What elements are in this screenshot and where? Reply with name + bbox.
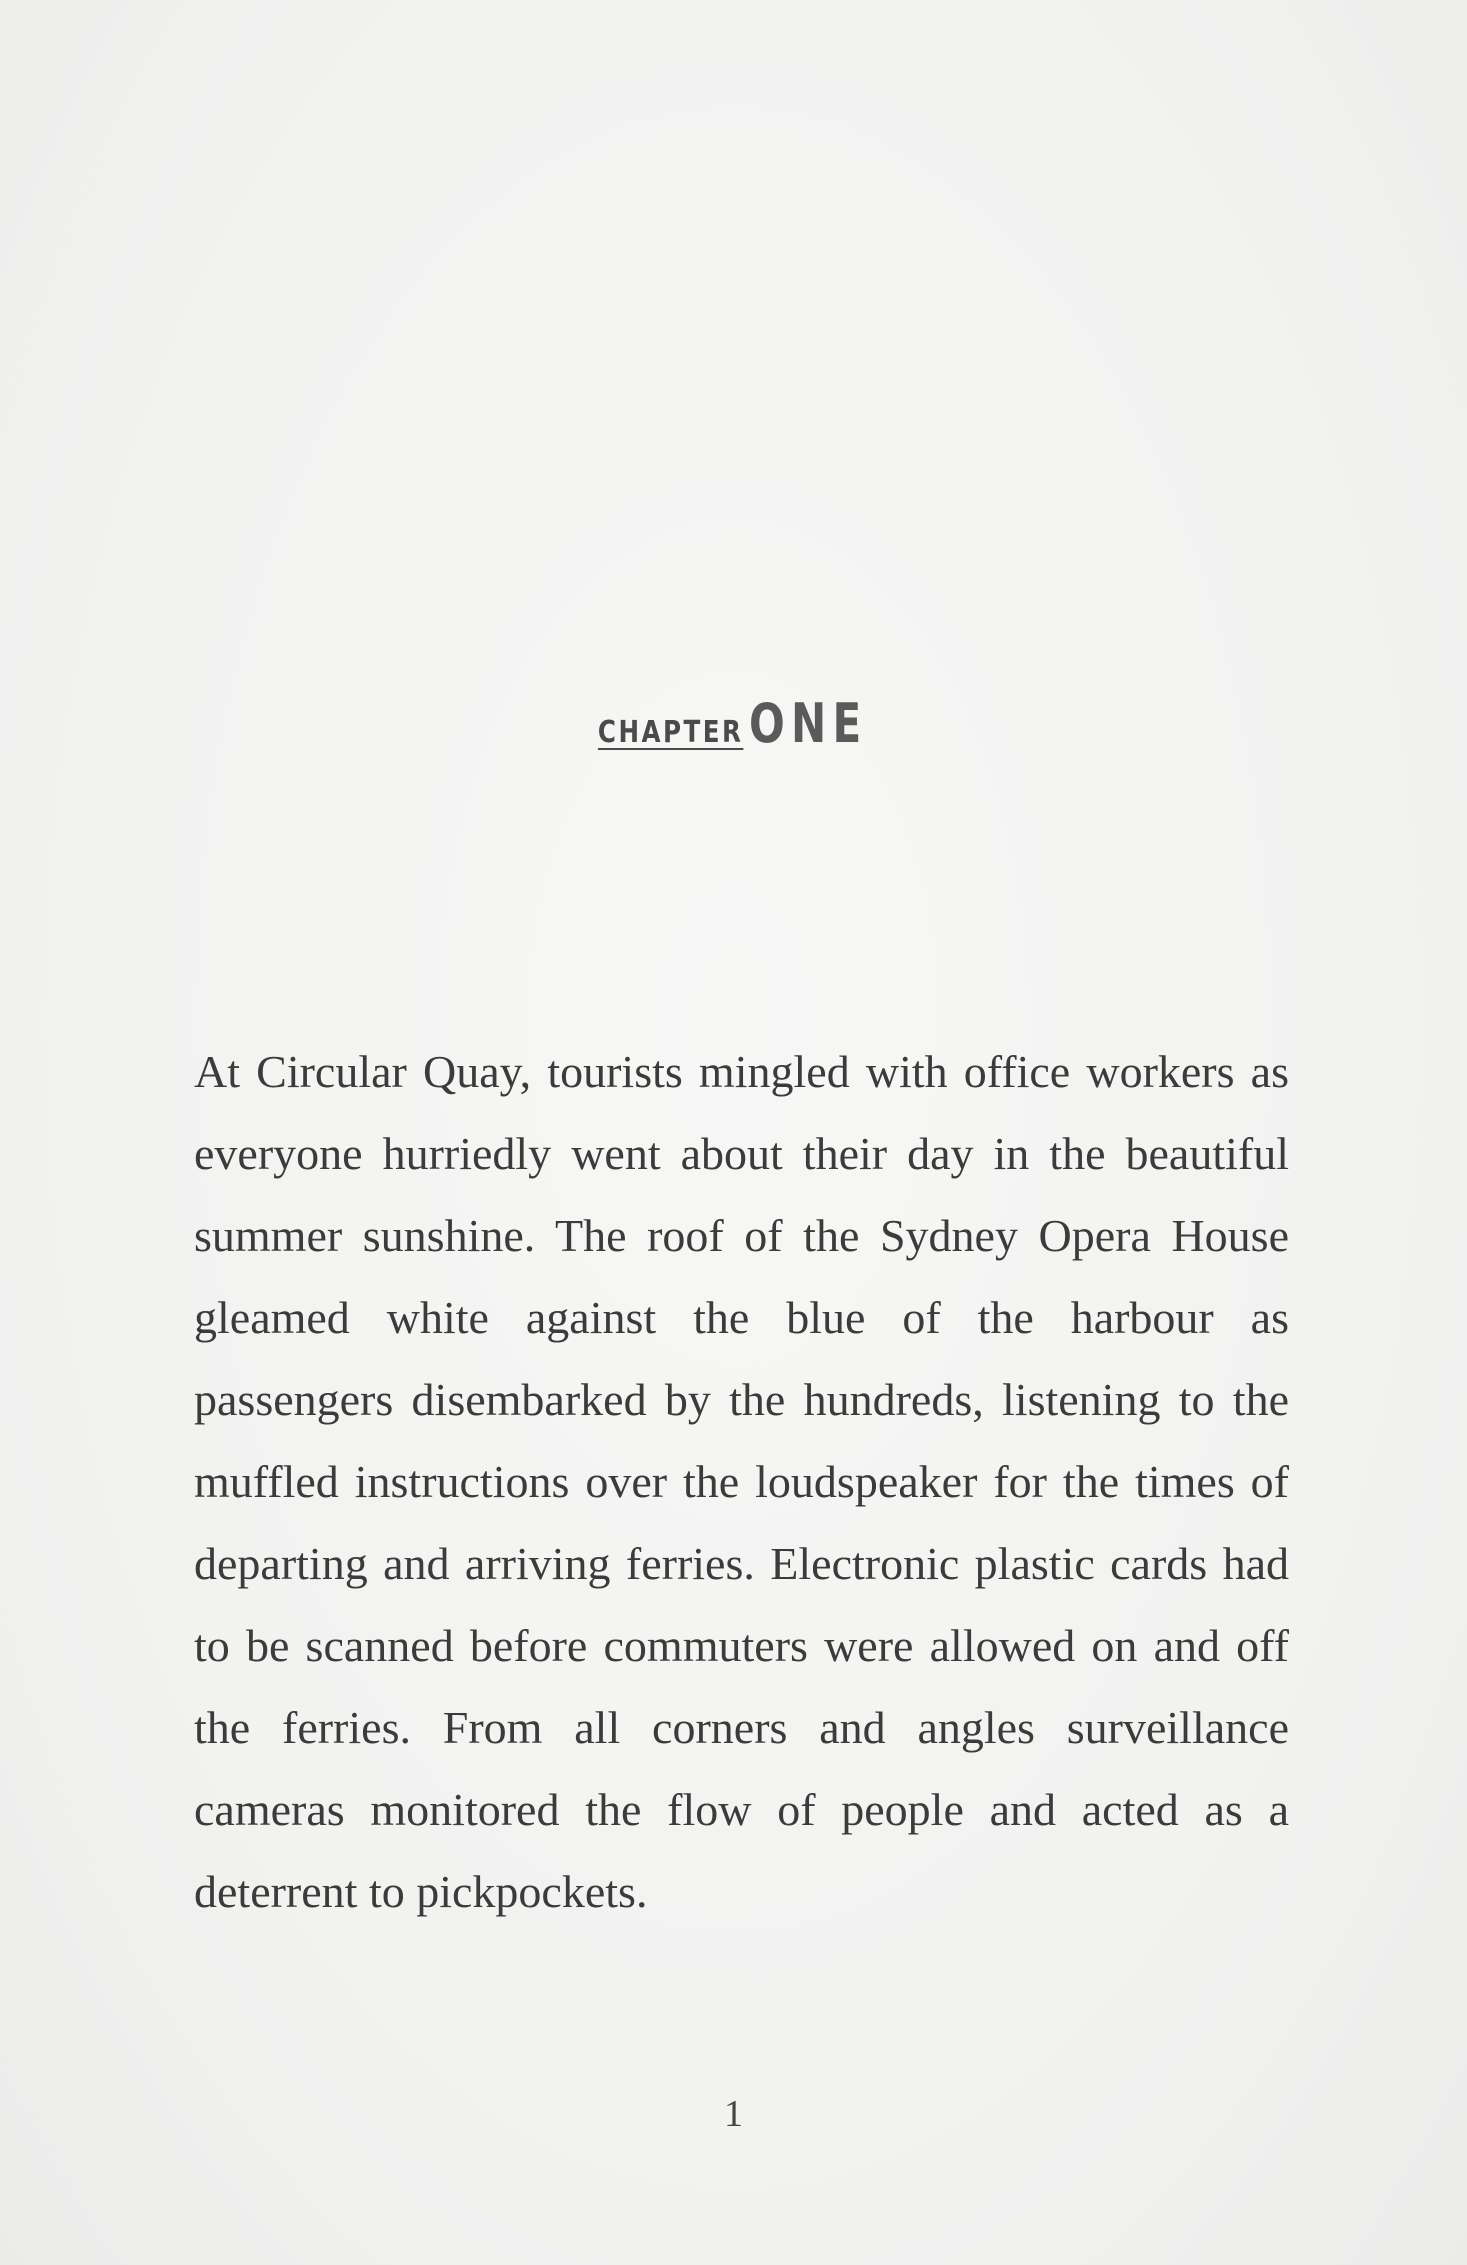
page-number: 1 [724, 2093, 743, 2135]
body-paragraph: At Circular Quay, tourists mingled with office workers as everyone hurriedly went about their day in the beautiful summer sunshine. The roof of the Sydney Opera House gleamed white against the blue of the harbour as passengers disembarked by the hundreds, listening to the muffled instructions over the loudspeaker for the times of departing and arriving ferries. Electronic plastic cards had to be scanned before commuters were allowed on and off the ferries. From all corners and angles surveillance cameras monitored the flow of people and acted as a deterrent to pickpockets. [194, 1046, 1289, 1917]
chapter-label: CHAPTER [597, 715, 744, 750]
chapter-number: ONE [749, 692, 868, 755]
chapter-heading [0, 692, 1467, 755]
